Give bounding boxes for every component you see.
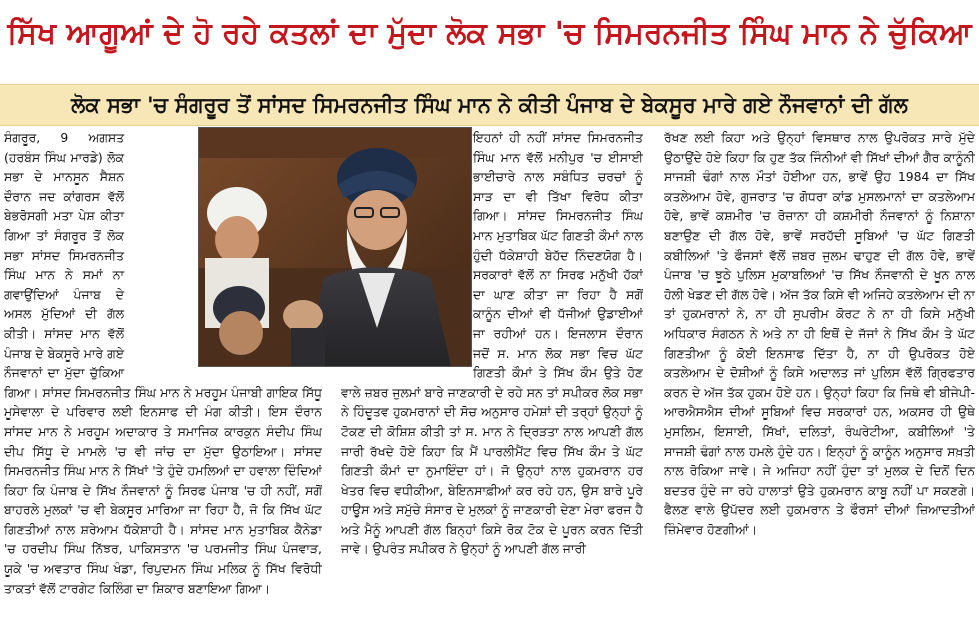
news-photo [198,127,472,367]
headline: ਸਿੱਖ ਆਗੂਆਂ ਦੇ ਹੋ ਰਹੇ ਕਤਲਾਂ ਦਾ ਮੁੱਦਾ ਲੋਕ ਸਭਾ 'ਚ ਸਿਮਰਨਜੀਤ ਸਿੰਘ ਮਾਨ ਨੇ ਚੁੱਕਿਆ [7,15,972,51]
article-column-2-text: ਇਹਨਾਂ ਹੀ ਨਹੀਂ ਸਾਂਸਦ ਸਿਮਰਨਜੀਤ ਸਿੰਘ ਮਾਨ ਵੱਲੋਂ ਮਨੀਪੁਰ 'ਚ ਈਸਾਈ ਭਾਈਚਾਰੇ ਨਾਲ ਸਬੰਧਿਤ ਚਰਚਾਂ ਨੂੰ ਸਾੜ ਦਾ ਵੀ ਤਿੱਖਾ ਵਿਰੋਧ ਕੀਤਾ ਗਿਆ। ਸਾਂਸਦ ਸਿਮਰਨਜੀਤ ਸਿੰਘ ਮਾਨ ਮੁਤਾਬਿਕ ਘੱਟ ਗਿਣਤੀ ਕੌਮਾਂ ਨਾਲ ਹੁੰਦੀ ਧੱਕੇਸ਼ਾਹੀ ਬੇਹੱਦ ਨਿੰਦਣਯੋਗ ਹੈ। ਸਰਕਾਰਾਂ ਵੱਲੋਂ ਨਾ ਸਿਰਫ ਮਨੁੱਖੀ ਹੱਕਾਂ ਦਾ ਘਾਣ ਕੀਤਾ ਜਾ ਰਿਹਾ ਹੈ ਸਗੋਂ ਕਾਨੂੰਨ ਦੀਆਂ ਵੀ ਧੱਜੀਆਂ ਉਡਾਈਆਂ ਜਾ ਰਹੀਆਂ ਹਨ। ਇਜਲਾਸ ਦੌਰਾਨ ਜਦੋਂ ਸ. ਮਾਨ ਲੋਕ ਸਭਾ ਵਿਚ ਘੱਟ ਗਿਣਤੀ ਕੌਮਾਂ ਤੇ ਸਿੱਖ ਕੌਮ ਉਤੇ ਹੋਣ ਵਾਲੇ ਜ਼ਬਰ ਜੁਲਮਾਂ ਬਾਰੇ ਜਾਣਕਾਰੀ ਦੇ ਰਹੇ ਸਨ ਤਾਂ ਸਪੀਕਰ ਲੋਕ ਸਭਾ ਨੇ ਹਿੰਦੂਤਵ ਹੁਕਮਰਾਨਾਂ ਦੀ ਸੋਚ ਅਨੁਸਾਰ ਹਮੇਸ਼ਾਂ ਦੀ ਤਰ੍ਹਾਂ ਉਨ੍ਹਾਂ ਨੂੰ ਟੋਕਣ ਦੀ ਕੋਸ਼ਿਸ਼ ਕੀਤੀ ਤਾਂ ਸ. ਮਾਨ ਨੇ ਦ੍ਰਿੜਤਾ ਨਾਲ ਆਪਣੀ ਗੱਲ ਜਾਰੀ ਰੱਖਦੇ ਹੋਏ ਕਿਹਾ ਕਿ ਮੈਂ ਪਾਰਲੀਮੈਂਟ ਵਿਚ ਸਿੱਖ ਕੌਮ ਤੇ ਘੱਟ ਗਿਣਤੀ ਕੌਮਾਂ ਦਾ ਨੁਮਾਇੰਦਾ ਹਾਂ। ਜੋ ਉਨ੍ਹਾਂ ਨਾਲ ਹੁਕਮਰਾਨ ਹਰ ਖੇਤਰ ਵਿਚ ਵਧੀਕੀਆ, ਬੇਇਨਸਾਫ਼ੀਆਂ ਕਰ ਰਹੇ ਹਨ, ਉਸ ਬਾਰੇ ਪੂਰੇ ਹਾਊਸ ਅਤੇ ਸਮੁੱਚੇ ਸੰਸਾਰ ਦੇ ਮੁਲਕਾਂ ਨੂੰ ਜਾਣਕਾਰੀ ਦੇਣਾ ਮੇਰਾ ਫਰਜ ਹੈ ਅਤੇ ਮੈਨੂੰ ਆਪਣੀ ਗੱਲ ਬਿਨ੍ਹਾਂ ਕਿਸੇ ਰੋਕ ਟੋਕ ਦੇ ਪੂਰਨ ਕਰਨ ਦਿੱਤੀ ਜਾਵੇ। ਉਪਰੰਤ ਸਪੀਕਰ ਨੇ ਉਨ੍ਹਾਂ ਨੂੰ ਆਪਣੀ ਗੱਲ ਜਾਰੀ [341,130,643,557]
article-column-3-text: ਰੱਖਣ ਲਈ ਕਿਹਾ ਅਤੇ ਉਨ੍ਹਾਂ ਵਿਸਥਾਰ ਨਾਲ ਉਪਰੋਕਤ ਸਾਰੇ ਮੁੱਦੇ ਉਠਾਉਂਦੇ ਹੋਏ ਕਿਹਾ ਕਿ ਹੁਣ ਤੱਕ ਜਿੰਨੀਆਂ ਵੀ ਸਿੱਖਾਂ ਦੀਆਂ ਗੈਰ ਕਾਨੂੰਨੀ ਸਾਜਸ਼ੀ ਢੰਗਾਂ ਨਾਲ ਮੌਤਾਂ ਹੋਈਆ ਹਨ, ਭਾਵੇਂ ਉਹ 1984 ਦਾ ਸਿੱਖ ਕਤਲੇਆਮ ਹੋਵੇ, ਗੁਜਰਾਤ 'ਚ ਗੋਧਰਾ ਕਾਂਡ ਮੁਸਲਮਾਨਾਂ ਦਾ ਕਤਲੇਆਮ ਹੋਵੇ, ਭਾਵੇਂ ਕਸ਼ਮੀਰ 'ਚ ਰੋਜ਼ਾਨਾ ਹੀ ਕਸ਼ਮੀਰੀ ਨੌਜਵਾਨਾਂ ਨੂੰ ਨਿਸ਼ਾਨਾ ਬਣਾਉਣ ਦੀ ਗੱਲ ਹੋਵੇ, ਭਾਵੇਂ ਸਰਹੱਦੀ ਸੂਬਿਆਂ 'ਚ ਘੱਟ ਗਿਣਤੀ ਕਬੀਲਿਆਂ 'ਤੇ ਫੌਜਸਾਂ ਵੱਲੋਂ ਜ਼ਬਰ ਜੁਲਮ ਢਾਹੁਣ ਦੀ ਗੱਲ ਹੋਵੇ, ਭਾਵੇਂ ਪੰਜਾਬ 'ਚ ਝੂਠੇ ਪੁਲਿਸ ਮੁਕਾਬਲਿਆਂ 'ਚ ਸਿੱਖ ਨੌਜਵਾਨੀ ਦੇ ਖੂਨ ਨਾਲ ਹੋਲੀ ਖੇਡਣ ਦੀ ਗੱਲ ਹੋਵੇ। ਅੱਜ ਤੱਕ ਕਿਸੇ ਵੀ ਅਜਿਹੇ ਕਤਲੇਆਮ ਦੀ ਨਾ ਤਾਂ ਹੁਕਮਰਾਨਾਂ ਨੇ, ਨਾ ਹੀ ਸੁਪਰੀਮ ਕੋਰਟ ਨੇ ਨਾ ਹੀ ਕਿਸੇ ਮਨੁੱਖੀ ਅਧਿਕਾਰ ਸੰਗਠਨ ਨੇ ਅਤੇ ਨਾ ਹੀ ਇਥੋਂ ਦੇ ਜੱਜਾਂ ਨੇ ਸਿੱਖ ਕੌਮ ਤੇ ਘੱਟ ਗਿਣਤੀਆ ਨੂੰ ਕੋਈ ਇਨਸਾਫ ਦਿੱਤਾ ਹੈ, ਨਾ ਹੀ ਉਪਰੋਕਤ ਹੋਏ ਕਤਲੇਆਮ ਦੇ ਦੋਸ਼ੀਆਂ ਨੂੰ ਕਿਸੇ ਅਦਾਲਤ ਜਾਂ ਪੁਲਿਸ ਵੱਲੋਂ ਗ੍ਰਿਫਤਾਰ ਕਰਨ ਦੇ ਅੱਜ ਤੱਕ ਹੁਕਮ ਹੋਏ ਹਨ। ਉਨ੍ਹਾਂ ਕਿਹਾ ਕਿ ਜਿਥੇ ਵੀ ਬੀਜੇਪੀ-ਆਰਐਸਐਸ ਦੀਆਂ ਸੂਬਿਆਂ ਵਿਚ ਸਰਕਾਰਾਂ ਹਨ, ਅਕਸਰ ਹੀ ਉਥੇ ਮੁਸਲਿਮ, ਇਸਾਈ, ਸਿੱਖਾਂ, ਦਲਿਤਾਂ, ਰੰਘਰੇਟੀਆ, ਕਬੀਲਿਆਂ 'ਤੇ ਸਾਜਸ਼ੀ ਢੰਗਾਂ ਨਾਲ ਹਮਲੇ ਹੁੰਦੇ ਹਨ। ਇਨ੍ਹਾਂ ਨੂੰ ਕਾਨੂੰਨ ਅਨੁਸਾਰ ਸਖ਼ਤੀ ਨਾਲ ਰੋਕਿਆ ਜਾਵੇ। ਜੇ ਅਜਿਹਾ ਨਹੀਂ ਹੁੰਦਾ ਤਾਂ ਮੁਲਕ ਦੇ ਦਿਨੋਂ ਦਿਨ ਬਦਤਰ ਹੁੰਦੇ ਜਾ ਰਹੇ ਹਾਲਾਤਾਂ ਉਤੇ ਹੁਕਮਰਾਨ ਕਾਬੂ ਨਹੀਂ ਪਾ ਸਕਣਗੇ। ਫੈਲਣ ਵਾਲੇ ਉਪੱਦਰ ਲਈ ਹੁਕਮਰਾਨ ਤੇ ਫੌਰਸਾਂ ਦੀਆਂ ਜ਼ਿਆਦਤੀਆਂ ਜ਼ਿੰਮੇਵਾਰ ਹੋਣਗੀਆਂ। [664,130,975,537]
subheadline: ਲੋਕ ਸਭਾ 'ਚ ਸੰਗਰੂਰ ਤੋਂ ਸਾਂਸਦ ਸਿਮਰਨਜੀਤ ਸਿੰਘ ਮਾਨ ਨੇ ਕੀਤੀ ਪੰਜਾਬ ਦੇ ਬੇਕਸੂਰ ਮਾਰੇ ਗਏ ਨੌਜਵਾਨਾਂ ਦੀ ਗੱਲ [71,92,908,117]
article-column-1-text: ਸੰਗਰੂਰ, 9 ਅਗਸਤ (ਹਰਬੰਸ ਸਿੰਘ ਮਾਰਡੇ) ਲੋਕ ਸਭਾ ਦੇ ਮਾਨਸੂਨ ਸੈਸ਼ਨ ਦੌਰਾਨ ਜਦ ਕਾਂਗਰਸ ਵੱਲੋਂ ਬੇਭਰੋਸਗੀ ਮਤਾ ਪੇਸ਼ ਕੀਤਾ ਗਿਆ ਤਾਂ ਸੰਗਰੂਰ ਤੋਂ ਲੋਕ ਸਭਾ ਸਾਂਸਦ ਸਿਮਰਨਜੀਤ ਸਿੰਘ ਮਾਨ ਨੇ ਸਮਾਂ ਨਾ ਗਵਾਉਂਦਿਆਂ ਪੰਜਾਬ ਦੇ ਅਸਲ ਮੁੱਦਿਆਂ ਦੀ ਗੱਲ ਕੀਤੀ। ਸਾਂਸਦ ਮਾਨ ਵੱਲੋਂ ਪੰਜਾਬ ਦੇ ਬੇਕਸੂਰੇ ਮਾਰੇ ਗਏ ਨੌਜਵਾਨਾਂ ਦਾ ਮੁੱਦਾ ਚੁੱਕਿਆ ਗਿਆ। ਸਾਂਸਦ ਸਿਮਰਨਜੀਤ ਸਿੰਘ ਮਾਨ ਨੇ ਮਰਹੂਮ ਪੰਜਾਬੀ ਗਾਇਕ ਸਿੱਧੂ ਮੂਸੇਵਾਲਾ ਦੇ ਪਰਿਵਾਰ ਲਈ ਇਨਸਾਫ ਦੀ ਮੰਗ ਕੀਤੀ। ਇਸ ਦੌਰਾਨ ਸਾਂਸਦ ਮਾਨ ਨੇ ਮਰਹੂਮ ਅਦਾਕਾਰ ਤੇ ਸਮਾਜਿਕ ਕਾਰਕੁਨ ਸੰਦੀਪ ਸਿੰਘ ਦੀਪ ਸਿੱਧੂ ਦੇ ਮਾਮਲੇ 'ਚ ਵੀ ਜਾਂਚ ਦਾ ਮੁੱਦਾ ਉਠਾਇਆ। ਸਾਂਸਦ ਸਿਮਰਨਜੀਤ ਸਿੰਘ ਮਾਨ ਨੇ ਸਿੱਖਾਂ 'ਤੇ ਹੁੰਦੇ ਹਮਲਿਆਂ ਦਾ ਹਵਾਲਾ ਦਿੰਦਿਆਂ ਕਿਹਾ ਕਿ ਪੰਜਾਬ ਦੇ ਸਿੱਖ ਨੌਜਵਾਨਾਂ ਨੂੰ ਸਿਰਫ ਪੰਜਾਬ 'ਚ ਹੀ ਨਹੀਂ, ਸਗੋਂ ਬਾਹਰਲੇ ਮੁਲਕਾਂ 'ਚ ਵੀ ਬੇਕਸੂਰ ਮਾਰਿਆ ਜਾ ਰਿਹਾ ਹੈ, ਜੋ ਕਿ ਸਿੱਖ ਘੱਟ ਗਿਣਤੀਆਂ ਨਾਲ ਸ਼ਰੇਆਮ ਧੱਕੇਸ਼ਾਹੀ ਹੈ। ਸਾਂਸਦ ਮਾਨ ਮੁਤਾਬਿਕ ਕੈਨੇਡਾ 'ਚ ਹਰਦੀਪ ਸਿੰਘ ਨਿੱਝਰ, ਪਾਕਿਸਤਾਨ 'ਚ ਪਰਮਜੀਤ ਸਿੰਘ ਪੰਜਵਾੜ, ਯੂਕੇ 'ਚ ਅਵਤਾਰ ਸਿੰਘ ਖੰਡਾ, ਰਿਪੁਦਮਨ ਸਿੰਘ ਮਲਿਕ ਨੂੰ ਸਿੱਖ ਵਿਰੋਧੀ ਤਾਕਤਾਂ ਵੱਲੋਂ ਟਾਰਗੇਟ ਕਿਲਿੰਗ ਦਾ ਸ਼ਿਕਾਰ ਬਣਾਇਆ ਗਿਆ। [4,130,322,596]
article-column-3 [664,128,975,626]
news-photo-illustration [199,128,471,366]
subheadline-bar [0,84,979,126]
